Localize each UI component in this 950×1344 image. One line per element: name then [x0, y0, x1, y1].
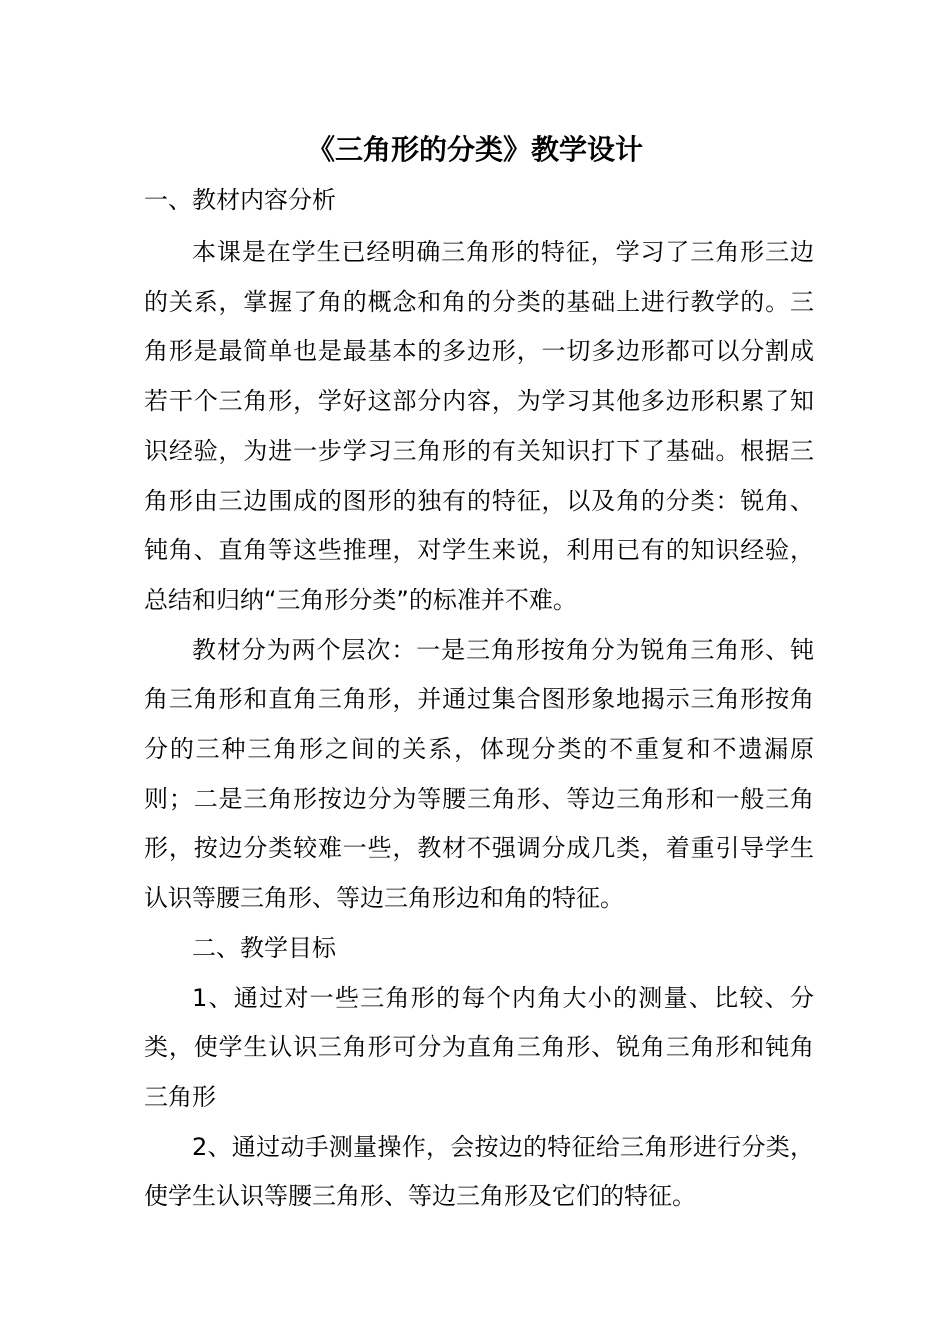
paragraph-goal-1: 1、通过对一些三角形的每个内角大小的测量、比较、分类，使学生认识三角形可分为直角三角形、锐角三角形和钝角三角形 — [144, 983, 814, 1111]
section-heading-material-analysis: 一、教材内容分析 — [144, 186, 336, 214]
section-heading-teaching-goals: 二、教学目标 — [192, 933, 336, 962]
document-body — [144, 228, 814, 1222]
paragraph-material-levels: 教材分为两个层次：一是三角形按角分为锐角三角形、钝角三角形和直角三角形，并通过集合图形象地揭示三角形按角分的三种三角形之间的关系，体现分类的不重复和不遗漏原则；二是三角形按边分为等腰三角形、等边三角形和一般三角形，按边分类较难一些，教材不强调分成几类，着重引导学生认识等腰三角形、等边三角形边和角的特征。 — [144, 635, 814, 913]
paragraph-material-analysis: 本课是在学生已经明确三角形的特征，学习了三角形三边的关系，掌握了角的概念和角的分类的基础上进行教学的。三角形是最简单也是最基本的多边形，一切多边形都可以分割成若干个三角形，学好这部分内容，为学习其他多边形积累了知识经验，为进一步学习三角形的有关知识打下了基础。根据三角形由三边围成的图形的独有的特征，以及角的分类：锐角、钝角、直角等这些推理，对学生来说，利用已有的知识经验，总结和归纳“三角形分类”的标准并不难。 — [144, 238, 814, 614]
document-title: 《三角形的分类》教学设计 — [306, 133, 643, 166]
paragraph-goal-2: 2、通过动手测量操作，会按边的特征给三角形进行分类，使学生认识等腰三角形、等边三角形及它们的特征。 — [144, 1132, 814, 1211]
